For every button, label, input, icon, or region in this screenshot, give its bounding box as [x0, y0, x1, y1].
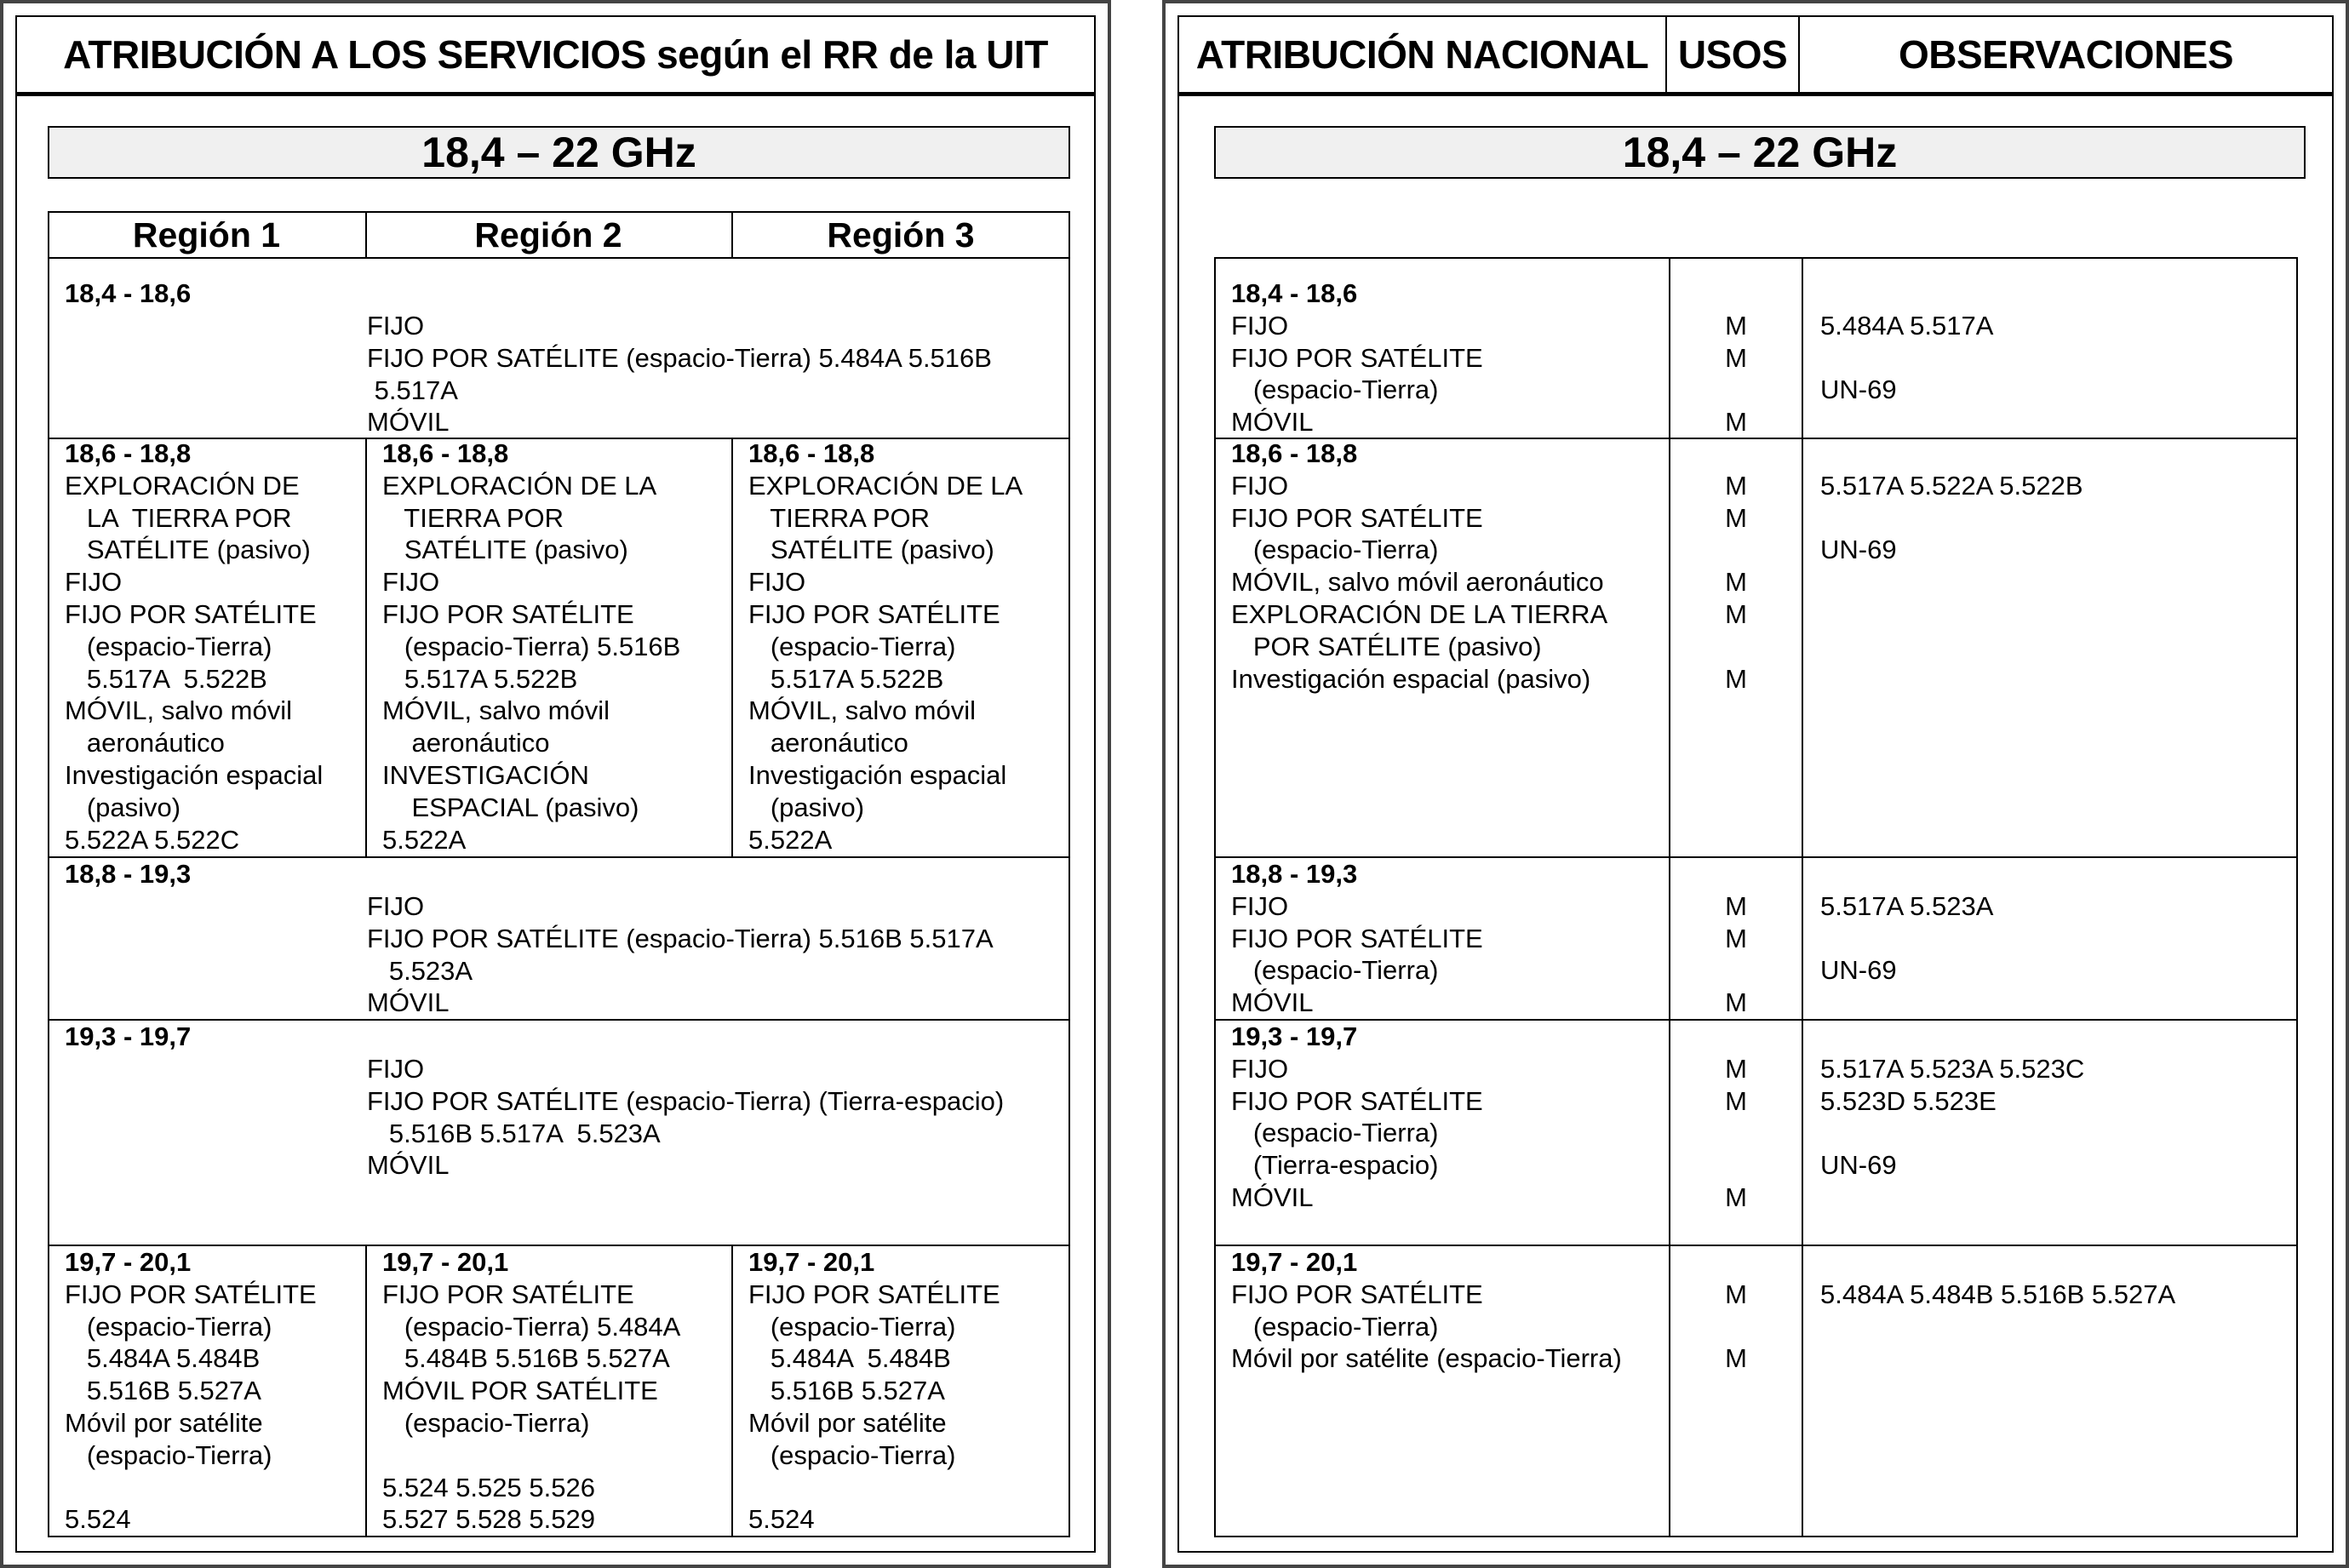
cell-line: 5.522A 5.522C — [65, 824, 240, 855]
row4-services — [367, 1053, 1004, 1182]
cell-line — [748, 1472, 1000, 1504]
nat-row1 — [1231, 278, 1483, 438]
cell-line: FIJO — [382, 567, 440, 598]
cell-line — [1820, 342, 1993, 375]
cell-line: 5.527 5.528 5.529 — [382, 1504, 595, 1535]
cell-line: 5.484B 5.516B 5.527A — [382, 1343, 670, 1374]
left-header-title: ATRIBUCIÓN A LOS SERVICIOS según el RR de la UIT — [63, 32, 1048, 77]
cell-line: M — [1725, 567, 1747, 598]
cell-line: LA TIERRA POR — [65, 502, 292, 533]
cell-line: MÓVIL, salvo móvil — [65, 695, 293, 726]
cell-line: M — [1725, 1053, 1747, 1084]
cell-line: M — [1725, 1085, 1747, 1116]
nat-row5 — [1231, 1246, 1622, 1375]
cell-line: 5.484A 5.484B — [748, 1343, 951, 1374]
obs-row3 — [1820, 858, 1993, 987]
cell-line — [1820, 1117, 2084, 1149]
cell-line: 18,6 - 18,8 — [748, 438, 875, 468]
cell-line: SATÉLITE (pasivo) — [382, 535, 628, 565]
cell-line: 18,6 - 18,8 — [382, 438, 509, 468]
cell-line — [1670, 1246, 1802, 1279]
cell-line — [1670, 534, 1802, 566]
cell-line: FIJO POR SATÉLITE (espacio-Tierra) 5.484A 5.516B — [367, 342, 992, 373]
cell-line: (espacio-Tierra) — [1231, 1311, 1439, 1342]
cell-line: M — [1725, 1279, 1747, 1309]
row3-services — [367, 890, 994, 1019]
cell-line: M — [1725, 890, 1747, 921]
cell-line: Móvil por satélite (espacio-Tierra) — [1231, 1343, 1622, 1374]
row1-services — [367, 310, 992, 438]
nat-row2 — [1231, 438, 1607, 695]
cell-line: FIJO — [65, 567, 123, 598]
cell-line: Investigación espacial — [748, 759, 1007, 790]
cell-line: FIJO POR SATÉLITE (espacio-Tierra) (Tierra-espacio) — [367, 1085, 1005, 1116]
nat-row4 — [1231, 1021, 1483, 1214]
row2-region2 — [382, 438, 680, 856]
cell-line: 19,7 - 20,1 — [748, 1247, 875, 1277]
cell-line: M — [1725, 1343, 1747, 1374]
usos-row3 — [1670, 858, 1802, 1019]
cell-line: EXPLORACIÓN DE LA TIERRA — [1231, 598, 1608, 629]
cell-line: FIJO — [1231, 1053, 1289, 1084]
cell-line: MÓVIL — [1231, 1182, 1314, 1212]
cell-line: MÓVIL, salvo móvil — [382, 695, 610, 726]
cell-line: MÓVIL POR SATÉLITE — [382, 1376, 658, 1406]
cell-line: 18,8 - 19,3 — [1231, 859, 1358, 889]
cell-line: (espacio-Tierra) — [748, 631, 956, 661]
cell-line: (espacio-Tierra) — [1231, 1118, 1439, 1148]
cell-line — [1820, 923, 1993, 955]
cell-line — [1670, 1117, 1802, 1149]
cell-line: (espacio-Tierra) — [65, 631, 272, 661]
cell-line: SATÉLITE (pasivo) — [748, 535, 994, 565]
cell-line: UN-69 — [1820, 535, 1897, 565]
cell-line — [1670, 278, 1802, 310]
row2-region1 — [65, 438, 323, 856]
cell-line: aeronáutico — [382, 728, 550, 758]
obs-row4 — [1820, 1021, 2084, 1182]
header-usos: USOS — [1667, 17, 1800, 92]
cell-line: UN-69 — [1820, 955, 1897, 986]
cell-line — [1820, 1021, 2084, 1053]
cell-line: FIJO POR SATÉLITE — [1231, 1085, 1483, 1116]
usos-row1 — [1670, 278, 1802, 438]
cell-line: MÓVIL — [367, 987, 450, 1018]
cell-line: MÓVIL — [367, 407, 450, 438]
cell-line: 19,7 - 20,1 — [1231, 1247, 1358, 1277]
cell-line: 18,6 - 18,8 — [1231, 438, 1358, 468]
cell-line: FIJO POR SATÉLITE — [748, 1279, 1000, 1309]
left-band-title: 18,4 – 22 GHz — [48, 126, 1070, 179]
row5-region1 — [65, 1246, 317, 1536]
cell-line: Móvil por satélite — [748, 1407, 947, 1438]
cell-line: 5.484A 5.517A — [1820, 310, 1994, 340]
cell-line: FIJO POR SATÉLITE — [65, 1279, 317, 1309]
cell-line: FIJO POR SATÉLITE — [1231, 342, 1483, 373]
region-2-header: Región 2 — [474, 215, 622, 255]
cell-line: FIJO POR SATÉLITE — [65, 598, 317, 629]
cell-line: UN-69 — [1820, 375, 1897, 405]
cell-line: (espacio-Tierra) 5.484A — [382, 1311, 681, 1342]
cell-line: 5.522A — [382, 824, 467, 855]
cell-line — [1820, 1246, 2175, 1279]
cell-line: EXPLORACIÓN DE LA — [748, 470, 1023, 501]
left-page — [0, 0, 1111, 1568]
cell-line: 18,4 - 18,6 — [1231, 278, 1358, 308]
cell-line — [1670, 954, 1802, 987]
cell-line: 5.516B 5.517A 5.523A — [367, 1118, 661, 1148]
region-3-header: Región 3 — [827, 215, 975, 255]
cell-line: (Tierra-espacio) — [1231, 1150, 1439, 1181]
cell-line: (espacio-Tierra) — [1231, 375, 1439, 405]
usos-row5 — [1670, 1246, 1802, 1375]
cell-line: MÓVIL — [1231, 407, 1314, 438]
cell-line: MÓVIL, salvo móvil — [748, 695, 977, 726]
cell-line — [1670, 858, 1802, 890]
cell-line: FIJO — [367, 311, 425, 340]
cell-line: 19,7 - 20,1 — [65, 1247, 192, 1277]
cell-line: FIJO — [367, 1054, 425, 1084]
cell-line: FIJO POR SATÉLITE — [1231, 923, 1483, 953]
row2-region3 — [748, 438, 1023, 856]
cell-line — [1820, 502, 2083, 535]
cell-line: 5.523A — [367, 955, 473, 986]
cell-line: (espacio-Tierra) 5.516B — [382, 631, 681, 661]
cell-line: 5.517A — [367, 375, 458, 405]
nat-row3 — [1231, 858, 1483, 1019]
region-1-header: Región 1 — [132, 215, 281, 255]
cell-line: M — [1725, 598, 1747, 629]
usos-row4 — [1670, 1021, 1802, 1214]
cell-line: (espacio-Tierra) — [1231, 535, 1439, 565]
cell-line: M — [1725, 1182, 1747, 1212]
range-18-8-19-3: 18,8 - 19,3 — [65, 859, 192, 889]
row5-region2 — [382, 1246, 680, 1536]
cell-line: (pasivo) — [748, 792, 865, 822]
cell-line: EXPLORACIÓN DE — [65, 470, 300, 501]
cell-line: 5.523D 5.523E — [1820, 1085, 1997, 1116]
header-observaciones: OBSERVACIONES — [1898, 32, 2234, 77]
cell-line — [1670, 1311, 1802, 1343]
cell-line: 5.517A 5.522A 5.522B — [1820, 470, 2083, 501]
cell-line: M — [1725, 987, 1747, 1018]
cell-line: FIJO — [1231, 310, 1289, 340]
cell-line: M — [1725, 310, 1747, 340]
cell-line: 5.484A 5.484B 5.516B 5.527A — [1820, 1279, 2176, 1309]
cell-line: FIJO POR SATÉLITE — [1231, 1279, 1483, 1309]
cell-line: (espacio-Tierra) — [382, 1407, 590, 1438]
cell-line: FIJO POR SATÉLITE — [1231, 502, 1483, 533]
cell-line: FIJO — [748, 567, 806, 598]
cell-line: MÓVIL, salvo móvil aeronáutico — [1231, 567, 1604, 598]
cell-line: 5.516B 5.527A — [65, 1376, 261, 1406]
cell-line: TIERRA POR — [748, 502, 931, 533]
cell-line — [1670, 374, 1802, 406]
cell-line: MÓVIL — [367, 1150, 450, 1181]
cell-line: 18,6 - 18,8 — [65, 438, 192, 468]
cell-line: 5.517A 5.523A 5.523C — [1820, 1053, 2085, 1084]
cell-line: (espacio-Tierra) — [748, 1311, 956, 1342]
cell-line: FIJO — [1231, 470, 1289, 501]
cell-line: (espacio-Tierra) — [748, 1439, 956, 1470]
cell-line: TIERRA POR — [382, 502, 564, 533]
cell-line — [1670, 1149, 1802, 1182]
cell-line: FIJO — [367, 891, 425, 921]
cell-line: ESPACIAL (pasivo) — [382, 792, 639, 822]
cell-line: (pasivo) — [65, 792, 181, 822]
cell-line — [1820, 438, 2083, 470]
cell-line: M — [1725, 663, 1747, 694]
cell-line: FIJO POR SATÉLITE — [382, 598, 634, 629]
cell-line: MÓVIL — [1231, 987, 1314, 1018]
cell-line: UN-69 — [1820, 1150, 1897, 1181]
range-18-4-18-6: 18,4 - 18,6 — [65, 278, 192, 308]
cell-line — [1820, 858, 1993, 890]
cell-line: SATÉLITE (pasivo) — [65, 535, 311, 565]
cell-line: M — [1725, 923, 1747, 953]
cell-line — [382, 1439, 680, 1472]
cell-line: 5.516B 5.527A — [748, 1376, 945, 1406]
cell-line: POR SATÉLITE (pasivo) — [1231, 631, 1542, 661]
cell-line: 19,7 - 20,1 — [382, 1247, 509, 1277]
cell-line: aeronáutico — [748, 728, 908, 758]
cell-line: aeronáutico — [65, 728, 225, 758]
cell-line: INVESTIGACIÓN — [382, 759, 589, 790]
cell-line: Móvil por satélite — [65, 1407, 263, 1438]
cell-line: 5.517A 5.522B — [65, 663, 267, 694]
obs-row2 — [1820, 438, 2083, 566]
cell-line: 5.524 — [65, 1504, 131, 1535]
obs-row1 — [1820, 278, 1993, 406]
cell-line: 5.524 5.525 5.526 — [382, 1472, 595, 1502]
cell-line: FIJO POR SATÉLITE — [748, 598, 1000, 629]
obs-row5 — [1820, 1246, 2175, 1311]
cell-line: FIJO — [1231, 890, 1289, 921]
cell-line: 5.517A 5.522B — [748, 663, 944, 694]
cell-line: 19,3 - 19,7 — [1231, 1021, 1358, 1051]
cell-line: M — [1725, 342, 1747, 373]
cell-line — [1670, 631, 1802, 663]
cell-line: Investigación espacial (pasivo) — [1231, 663, 1591, 694]
right-header — [1179, 17, 2332, 96]
cell-line — [1670, 438, 1802, 470]
cell-line — [1820, 278, 1993, 310]
cell-line: M — [1725, 502, 1747, 533]
usos-row2 — [1670, 438, 1802, 695]
right-band-title: 18,4 – 22 GHz — [1214, 126, 2306, 179]
cell-line: 5.517A 5.523A — [1820, 890, 1994, 921]
cell-line — [65, 1472, 317, 1504]
cell-line: 5.524 — [748, 1504, 815, 1535]
header-atribucion-nacional: ATRIBUCIÓN NACIONAL — [1179, 17, 1667, 92]
cell-line: EXPLORACIÓN DE LA — [382, 470, 657, 501]
cell-line: 5.522A — [748, 824, 833, 855]
cell-line: Investigación espacial — [65, 759, 324, 790]
cell-line: FIJO POR SATÉLITE — [382, 1279, 634, 1309]
cell-line: M — [1725, 407, 1747, 438]
row5-region3 — [748, 1246, 1000, 1536]
cell-line — [1670, 1021, 1802, 1053]
cell-line: FIJO POR SATÉLITE (espacio-Tierra) 5.516B 5.517A — [367, 923, 994, 953]
left-header — [17, 17, 1094, 96]
cell-line: (espacio-Tierra) — [1231, 955, 1439, 986]
range-19-3-19-7: 19,3 - 19,7 — [65, 1021, 192, 1051]
cell-line: (espacio-Tierra) — [65, 1439, 272, 1470]
cell-line: 5.517A 5.522B — [382, 663, 578, 694]
right-page — [1162, 0, 2349, 1568]
cell-line: M — [1725, 470, 1747, 501]
cell-line: (espacio-Tierra) — [65, 1311, 272, 1342]
cell-line: 5.484A 5.484B — [65, 1343, 261, 1374]
